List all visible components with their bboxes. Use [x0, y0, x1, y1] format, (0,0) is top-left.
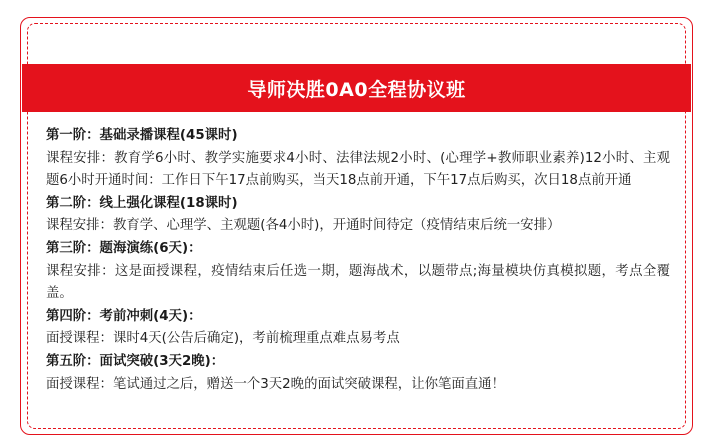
stage-description: 课程安排：教育学6小时、教学实施要求4小时、法律法规2小时、(心理学+教师职业素养)12小时、主观题6小时开通时间：工作日下午17点前购买，当天18点前开通，下午17点后购买，次日18点前开通: [46, 150, 670, 189]
stage-title: 第三阶：题海演练(6天)：: [46, 240, 202, 256]
stage-5: [46, 351, 670, 396]
stage-2: [46, 193, 670, 238]
stage-title: 第一阶：基础录播课程(45课时): [46, 128, 238, 143]
title-banner: [22, 64, 691, 112]
stage-description: 课程安排：这是面授课程，疫情结束后任选一期，题海战术，以题带点;海量模块仿真模拟题，考点全覆盖。: [46, 263, 670, 302]
stage-4: [46, 306, 670, 351]
stage-1: [46, 125, 670, 193]
stage-description: 面授课程：笔试通过之后，赠送一个3天2晚的面试突破课程，让你笔面直通！: [46, 376, 505, 392]
stage-title: 第二阶：线上强化课程(18课时): [46, 195, 238, 211]
course-stages: [46, 125, 670, 396]
stage-title: 第四阶：考前冲刺(4天)：: [46, 308, 202, 324]
stage-3: [46, 238, 670, 306]
banner-title: 导师决胜0A0全程协议班: [247, 78, 466, 101]
stage-title: 第五阶：面试突破(3天2晚)：: [46, 353, 225, 369]
stage-description: 面授课程：课时4天(公告后确定)，考前梳理重点难点易考点: [46, 331, 400, 347]
stage-description: 课程安排：教育学、心理学、主观题(各4小时)，开通时间待定（疫情结束后统一安排）: [46, 218, 561, 234]
course-card: [20, 17, 693, 435]
